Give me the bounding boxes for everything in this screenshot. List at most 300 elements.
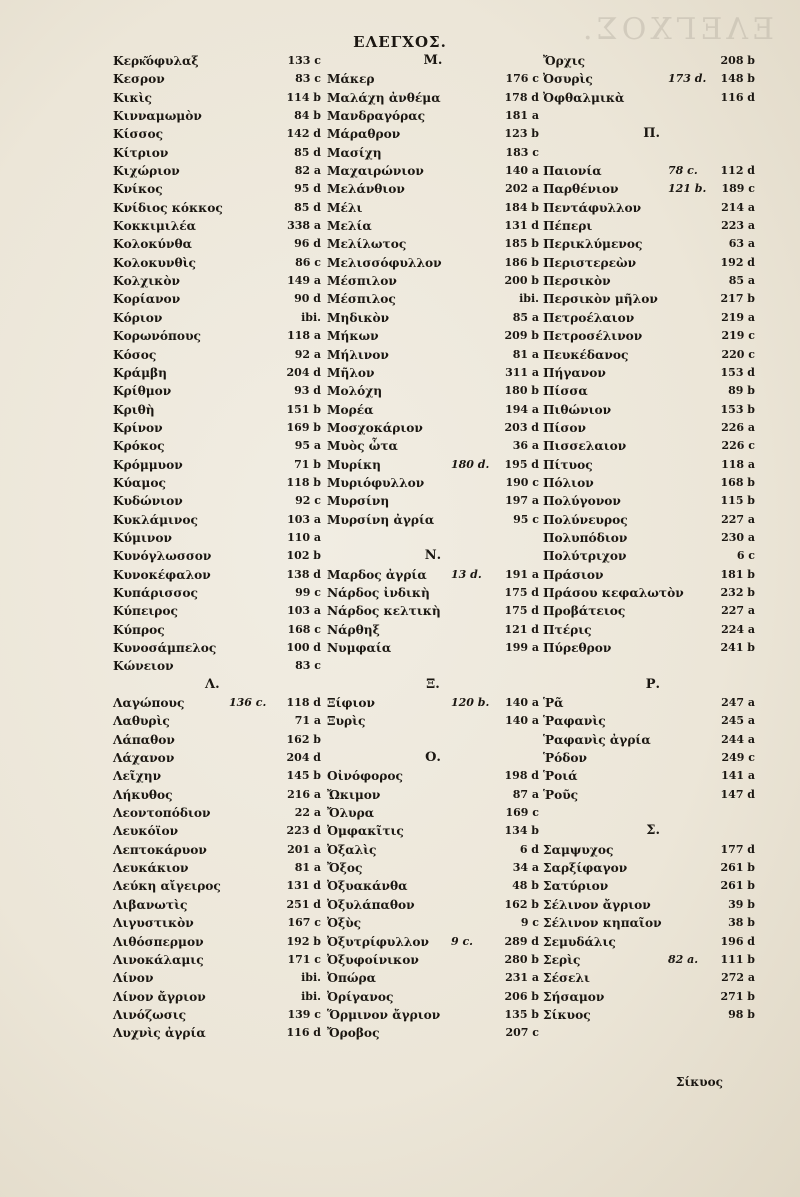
- index-entry: [113, 382, 321, 400]
- entry-term: Λυχνὶς ἀγρία: [113, 1026, 206, 1041]
- entry-term: Μαλάχη ἀνθέμα: [327, 90, 441, 105]
- index-entry: [113, 272, 321, 290]
- entry-term: Σέσελι: [543, 971, 590, 986]
- entry-page-reference: 190 c: [505, 475, 539, 489]
- index-entry: [327, 859, 539, 877]
- entry-term: Λαθυρὶς: [113, 714, 170, 729]
- index-entry: [113, 657, 321, 675]
- index-entry: [543, 456, 755, 474]
- index-entry: [113, 896, 321, 914]
- entry-page-reference: 140 a: [505, 164, 539, 178]
- entry-term: Μαχαιρώνιον: [327, 164, 424, 179]
- index-entry: [543, 272, 755, 290]
- entry-term: Ὀξυτρίφυλλον: [327, 934, 430, 949]
- entry-page-reference: 48 b: [512, 879, 539, 893]
- entry-page-reference: 81 a: [294, 861, 321, 875]
- entry-term: Μελισσόφυλλον: [327, 255, 442, 270]
- entry-page-reference: 232 b: [720, 585, 755, 599]
- index-entry: [327, 290, 539, 308]
- entry-term: Κολοκυνθὶς: [113, 255, 196, 270]
- index-entry: [543, 602, 755, 620]
- entry-page-reference: 261 b: [720, 861, 755, 875]
- entry-term: Μέλι: [327, 200, 363, 215]
- index-entry: [327, 217, 539, 235]
- entry-term: Μέσπιλος: [327, 292, 396, 307]
- entry-alt-reference: 136 c.: [229, 696, 267, 710]
- index-entry: [113, 547, 321, 565]
- entry-term: Λινοκάλαμις: [113, 952, 204, 967]
- entry-page-reference: ibi.: [519, 292, 539, 306]
- entry-page-reference: 34 a: [512, 861, 539, 875]
- entry-alt-reference: 78 c.: [668, 164, 698, 178]
- entry-term: Μελία: [327, 219, 372, 234]
- index-entry: [327, 694, 539, 712]
- index-entry: [113, 584, 321, 602]
- index-entry: [327, 914, 539, 932]
- index-entry: [327, 639, 539, 657]
- entry-page-reference: 249 c: [721, 751, 755, 765]
- index-entry: [113, 602, 321, 620]
- index-entry: [543, 767, 755, 785]
- entry-term: Λήκυθος: [113, 787, 173, 802]
- entry-term: Πιθώνιον: [543, 402, 612, 417]
- index-entry: [113, 877, 321, 895]
- entry-term: Σαρξίφαγον: [543, 861, 628, 876]
- entry-term: Πολύνευρος: [543, 512, 628, 527]
- entry-term: Περικλύμενος: [543, 237, 643, 252]
- index-entry: [327, 70, 539, 88]
- entry-term: Σατύριον: [543, 879, 609, 894]
- entry-term: Μῆλον: [327, 365, 375, 380]
- index-entry: [543, 254, 755, 272]
- entry-term: Σερὶς: [543, 952, 581, 967]
- entry-term: Κυδώνιον: [113, 494, 183, 509]
- entry-term: Πολύτριχον: [543, 549, 627, 564]
- entry-term: Κύμινον: [113, 530, 172, 545]
- entry-term: Ὀμφακῖτις: [327, 824, 404, 839]
- entry-term: Κρόκος: [113, 439, 165, 454]
- index-entry: [113, 914, 321, 932]
- index-entry: [113, 346, 321, 364]
- entry-page-reference: 6 d: [519, 842, 539, 856]
- entry-term: Νάρδος ἰνδικὴ: [327, 585, 430, 600]
- entry-page-reference: 162 b: [286, 732, 321, 746]
- entry-page-reference: 224 a: [721, 622, 755, 636]
- entry-page-reference: 86 c: [295, 255, 321, 269]
- index-entry: [543, 437, 755, 455]
- index-entry: [327, 584, 539, 602]
- entry-term: Πτέρις: [543, 622, 592, 637]
- index-entry: [543, 914, 755, 932]
- index-entry: [543, 217, 755, 235]
- section-letter: Ρ.: [645, 676, 660, 692]
- entry-term: Μελίλωτος: [327, 237, 407, 252]
- index-entry: [113, 309, 321, 327]
- entry-page-reference: 201 a: [287, 842, 321, 856]
- entry-page-reference: 177 d: [720, 842, 755, 856]
- index-entry: [327, 474, 539, 492]
- entry-page-reference: 9 c: [520, 916, 539, 930]
- entry-page-reference: 99 c: [295, 585, 321, 599]
- entry-page-reference: 191 a: [505, 567, 539, 581]
- index-entry: [327, 969, 539, 987]
- index-entry: [543, 712, 755, 730]
- entry-term: Μασίχη: [327, 145, 382, 160]
- entry-page-reference: 142 d: [286, 127, 321, 141]
- section-letter: [327, 529, 539, 547]
- entry-term: Παρθένιον: [543, 182, 619, 197]
- section-letter: [543, 107, 755, 125]
- entry-term: Ξίφιον: [327, 696, 375, 711]
- entry-term: Πράσου κεφαλωτὸν: [543, 585, 684, 600]
- section-letter: Π.: [643, 126, 660, 142]
- index-entry: [113, 822, 321, 840]
- entry-term: Κύπειρος: [113, 604, 178, 619]
- index-entry: [113, 419, 321, 437]
- index-entry: [543, 786, 755, 804]
- index-column-1: [113, 52, 321, 1043]
- index-entry: [327, 1024, 539, 1042]
- index-entry: [327, 767, 539, 785]
- entry-page-reference: 85 a: [728, 274, 755, 288]
- entry-page-reference: 216 a: [287, 787, 321, 801]
- entry-term: Μυὸς ὦτα: [327, 439, 398, 454]
- entry-page-reference: 111 b: [720, 952, 755, 966]
- entry-page-reference: 110 a: [287, 530, 321, 544]
- index-entry: [543, 346, 755, 364]
- entry-term: Πευκέδανος: [543, 347, 629, 362]
- index-entry: [543, 199, 755, 217]
- entry-page-reference: 189 c: [721, 182, 755, 196]
- entry-page-reference: 140 a: [505, 714, 539, 728]
- index-entry: [113, 144, 321, 162]
- entry-term: Ὀφθαλμικὰ: [543, 90, 625, 105]
- index-entry: [543, 841, 755, 859]
- entry-page-reference: 168 c: [287, 622, 321, 636]
- entry-page-reference: 209 b: [504, 329, 539, 343]
- entry-page-reference: 186 b: [504, 255, 539, 269]
- entry-term: Πίσσα: [543, 384, 588, 399]
- entry-term: Κρόμμυον: [113, 457, 183, 472]
- index-entry: [113, 804, 321, 822]
- index-entry: [543, 859, 755, 877]
- entry-page-reference: 85 d: [294, 200, 321, 214]
- index-entry: [327, 1006, 539, 1024]
- index-entry: [327, 896, 539, 914]
- index-entry: [543, 988, 755, 1006]
- entry-term: Κριθὴ: [113, 402, 155, 417]
- index-entry: [327, 804, 539, 822]
- entry-term: Μοσχοκάριον: [327, 420, 423, 435]
- entry-term: Ὀξυφοίνικον: [327, 952, 419, 967]
- entry-term: Κόριον: [113, 310, 163, 325]
- entry-page-reference: 200 b: [504, 274, 539, 288]
- entry-page-reference: 223 a: [721, 219, 755, 233]
- index-entry: [327, 144, 539, 162]
- entry-term: Πύρεθρον: [543, 641, 612, 655]
- index-entry: [543, 290, 755, 308]
- entry-term: Λάχανον: [113, 751, 175, 766]
- entry-term: Μυριόφυλλον: [327, 475, 425, 490]
- entry-page-reference: 81 a: [512, 347, 539, 361]
- index-entry: [113, 933, 321, 951]
- entry-term: Λαγώπους: [113, 696, 185, 711]
- entry-page-reference: 22 a: [294, 806, 321, 820]
- index-entry: [113, 52, 321, 70]
- index-entry: [543, 70, 755, 88]
- index-entry: [113, 566, 321, 584]
- entry-term: Ὀξὺς: [327, 916, 362, 931]
- entry-page-reference: 198 d: [504, 769, 539, 783]
- entry-page-reference: 168 b: [720, 475, 755, 489]
- entry-term: Ὀρίγανος: [327, 989, 394, 1004]
- entry-page-reference: 90 d: [294, 292, 321, 306]
- entry-term: Περιστερεὼν: [543, 255, 637, 270]
- entry-page-reference: 138 d: [286, 567, 321, 581]
- index-entry: [543, 584, 755, 602]
- entry-term: Ὄξος: [327, 861, 363, 876]
- entry-page-reference: 271 b: [720, 989, 755, 1003]
- entry-page-reference: 203 d: [504, 420, 539, 434]
- entry-page-reference: 135 b: [504, 1007, 539, 1021]
- entry-page-reference: 151 b: [286, 402, 321, 416]
- index-entry: [113, 749, 321, 767]
- entry-term: Κράμβη: [113, 365, 167, 380]
- index-entry: [543, 969, 755, 987]
- entry-term: Κύαμος: [113, 475, 166, 490]
- index-entry: [327, 401, 539, 419]
- entry-page-reference: 38 b: [728, 916, 755, 930]
- index-entry: [113, 511, 321, 529]
- section-letter: [543, 144, 755, 162]
- entry-page-reference: 71 b: [294, 457, 321, 471]
- index-entry: [113, 125, 321, 143]
- entry-page-reference: 114 b: [286, 90, 321, 104]
- entry-page-reference: 141 a: [721, 769, 755, 783]
- index-entry: [327, 566, 539, 584]
- entry-term: Πισσελαιον: [543, 439, 627, 454]
- entry-term: Κεσρον: [113, 72, 165, 87]
- entry-page-reference: 180 b: [504, 384, 539, 398]
- entry-page-reference: 261 b: [720, 879, 755, 893]
- index-entry: [543, 877, 755, 895]
- entry-page-reference: 202 a: [505, 182, 539, 196]
- entry-term: Κνίκος: [113, 182, 163, 197]
- entry-page-reference: 153 b: [720, 402, 755, 416]
- index-entry: [543, 89, 755, 107]
- entry-term: Πεντάφυλλον: [543, 200, 642, 215]
- entry-term: Ῥόδον: [543, 751, 587, 766]
- index-entry: [327, 89, 539, 107]
- index-entry: [113, 639, 321, 657]
- entry-term: Κυνόγλωσσον: [113, 549, 212, 564]
- entry-term: Μυρίκη: [327, 457, 381, 472]
- entry-page-reference: 100 d: [286, 641, 321, 654]
- entry-term: Κρίθμον: [113, 384, 172, 399]
- entry-page-reference: 195 d: [504, 457, 539, 471]
- index-entry: [327, 712, 539, 730]
- entry-page-reference: 89 b: [728, 384, 755, 398]
- entry-page-reference: 116 d: [286, 1026, 321, 1040]
- entry-term: Λίνον ἄγριον: [113, 989, 206, 1004]
- entry-term: Ὄλυρα: [327, 806, 375, 821]
- entry-term: Πολύγονον: [543, 494, 621, 509]
- entry-page-reference: ibi.: [301, 310, 321, 324]
- index-entry: [327, 437, 539, 455]
- entry-term: Πετροέλαιον: [543, 310, 635, 325]
- index-entry: [327, 107, 539, 125]
- entry-page-reference: 96 d: [294, 237, 321, 251]
- index-entry: [543, 511, 755, 529]
- entry-page-reference: 311 a: [505, 365, 539, 379]
- entry-page-reference: 183 c: [505, 145, 539, 159]
- entry-page-reference: ibi.: [301, 989, 321, 1003]
- index-entry: [543, 529, 755, 547]
- entry-page-reference: 148 b: [720, 72, 755, 86]
- index-entry: [327, 419, 539, 437]
- index-entry: [327, 841, 539, 859]
- entry-page-reference: 192 b: [286, 934, 321, 948]
- entry-page-reference: 85 d: [294, 145, 321, 159]
- entry-alt-reference: 120 b.: [451, 696, 490, 710]
- entry-term: Περσικὸν μῆλον: [543, 292, 658, 307]
- entry-page-reference: 140 a: [505, 696, 539, 710]
- entry-term: Πίσον: [543, 420, 586, 435]
- entry-term: Ῥοιά: [543, 769, 578, 784]
- entry-page-reference: 181 a: [505, 109, 539, 123]
- entry-page-reference: 199 a: [505, 641, 539, 654]
- index-entry: [327, 456, 539, 474]
- index-entry: [113, 364, 321, 382]
- entry-page-reference: 207 c: [505, 1026, 539, 1040]
- entry-page-reference: 83 c: [295, 72, 321, 86]
- entry-term: Μήκων: [327, 329, 379, 344]
- index-entry: [543, 731, 755, 749]
- entry-term: Πίτυος: [543, 457, 593, 472]
- entry-term: Σήσαμον: [543, 989, 605, 1004]
- entry-term: Κύπρος: [113, 622, 165, 637]
- index-entry: [327, 951, 539, 969]
- index-entry: [113, 89, 321, 107]
- index-entry: [543, 896, 755, 914]
- entry-page-reference: 63 a: [728, 237, 755, 251]
- entry-page-reference: 178 d: [504, 90, 539, 104]
- entry-alt-reference: 9 c.: [451, 934, 474, 948]
- entry-page-reference: 184 b: [504, 200, 539, 214]
- entry-page-reference: 192 d: [720, 255, 755, 269]
- entry-term: Πόλιον: [543, 475, 594, 490]
- entry-term: Μέσπιλον: [327, 274, 397, 289]
- index-entry: [327, 254, 539, 272]
- entry-page-reference: 169 b: [286, 420, 321, 434]
- entry-page-reference: 71 a: [294, 714, 321, 728]
- index-entry: [327, 272, 539, 290]
- entry-page-reference: 118 a: [721, 457, 755, 471]
- index-entry: [543, 309, 755, 327]
- entry-term: Λιγυστικὸν: [113, 916, 194, 931]
- entry-term: Μυρσίνη ἀγρία: [327, 512, 435, 527]
- index-entry: [543, 639, 755, 657]
- entry-term: Μελάνθιον: [327, 182, 405, 197]
- entry-page-reference: 338 a: [287, 219, 321, 233]
- entry-page-reference: 118 b: [286, 475, 321, 489]
- entry-alt-reference: 180 d.: [451, 457, 490, 471]
- index-entry: [543, 180, 755, 198]
- entry-page-reference: 39 b: [728, 897, 755, 911]
- section-letter: [543, 804, 755, 822]
- index-entry: [113, 529, 321, 547]
- page-title: ΕΛΕΓΧΟΣ.: [353, 33, 447, 51]
- entry-alt-reference: 82 a.: [668, 952, 699, 966]
- entry-term: Πράσιον: [543, 567, 604, 582]
- entry-term: Κινναμωμὸν: [113, 109, 202, 124]
- entry-page-reference: 196 d: [720, 934, 755, 948]
- index-entry: [113, 786, 321, 804]
- index-entry: [543, 382, 755, 400]
- entry-term: Κολχικὸν: [113, 274, 180, 289]
- entry-page-reference: 226 a: [721, 420, 755, 434]
- entry-term: Μηδικὸν: [327, 310, 390, 325]
- index-entry: [543, 419, 755, 437]
- index-entry: [113, 951, 321, 969]
- index-entry: [543, 52, 755, 70]
- entry-term: Περσικὸν: [543, 274, 611, 289]
- entry-page-reference: 6 c: [736, 549, 755, 563]
- index-entry: [327, 199, 539, 217]
- index-entry: [543, 235, 755, 253]
- entry-page-reference: 95 a: [294, 439, 321, 453]
- index-entry: [543, 492, 755, 510]
- entry-page-reference: 95 d: [294, 182, 321, 196]
- entry-page-reference: 118 d: [286, 696, 321, 710]
- section-letter: [327, 731, 539, 749]
- index-entry: [327, 382, 539, 400]
- entry-term: Λευκόϊον: [113, 824, 179, 839]
- entry-term: Λινόζωσις: [113, 1007, 187, 1022]
- index-entry: [113, 859, 321, 877]
- entry-term: Κώνειον: [113, 659, 174, 674]
- index-entry: [113, 437, 321, 455]
- entry-page-reference: 93 d: [294, 384, 321, 398]
- entry-page-reference: 176 c: [505, 72, 539, 86]
- index-entry: [543, 364, 755, 382]
- entry-term: Λεπτοκάρυον: [113, 842, 207, 857]
- entry-page-reference: 280 b: [504, 952, 539, 966]
- entry-term: Σίκυος: [543, 1007, 591, 1022]
- entry-page-reference: 241 b: [720, 641, 755, 654]
- index-entry: [113, 180, 321, 198]
- entry-term: Ὀξυλάπαθον: [327, 897, 415, 912]
- index-entry: [543, 401, 755, 419]
- entry-page-reference: 247 a: [721, 696, 755, 710]
- index-entry: [543, 162, 755, 180]
- entry-page-reference: 162 b: [504, 897, 539, 911]
- entry-term: Ὄρχις: [543, 54, 586, 68]
- index-column-3: [543, 52, 755, 1024]
- entry-page-reference: 197 a: [505, 494, 539, 508]
- entry-term: Κόσος: [113, 347, 157, 362]
- entry-page-reference: 131 d: [504, 219, 539, 233]
- entry-term: Ὅρμινον ἄγριον: [327, 1007, 441, 1022]
- entry-term: Ὄροβος: [327, 1026, 380, 1041]
- entry-page-reference: 102 b: [286, 549, 321, 563]
- entry-term: Μήλινον: [327, 347, 389, 362]
- entry-term: Μαρδος ἀγρία: [327, 567, 427, 582]
- entry-term: Κορίανον: [113, 292, 181, 307]
- section-letter: Σ.: [646, 823, 660, 839]
- index-entry: [327, 988, 539, 1006]
- entry-page-reference: 219 a: [721, 310, 755, 324]
